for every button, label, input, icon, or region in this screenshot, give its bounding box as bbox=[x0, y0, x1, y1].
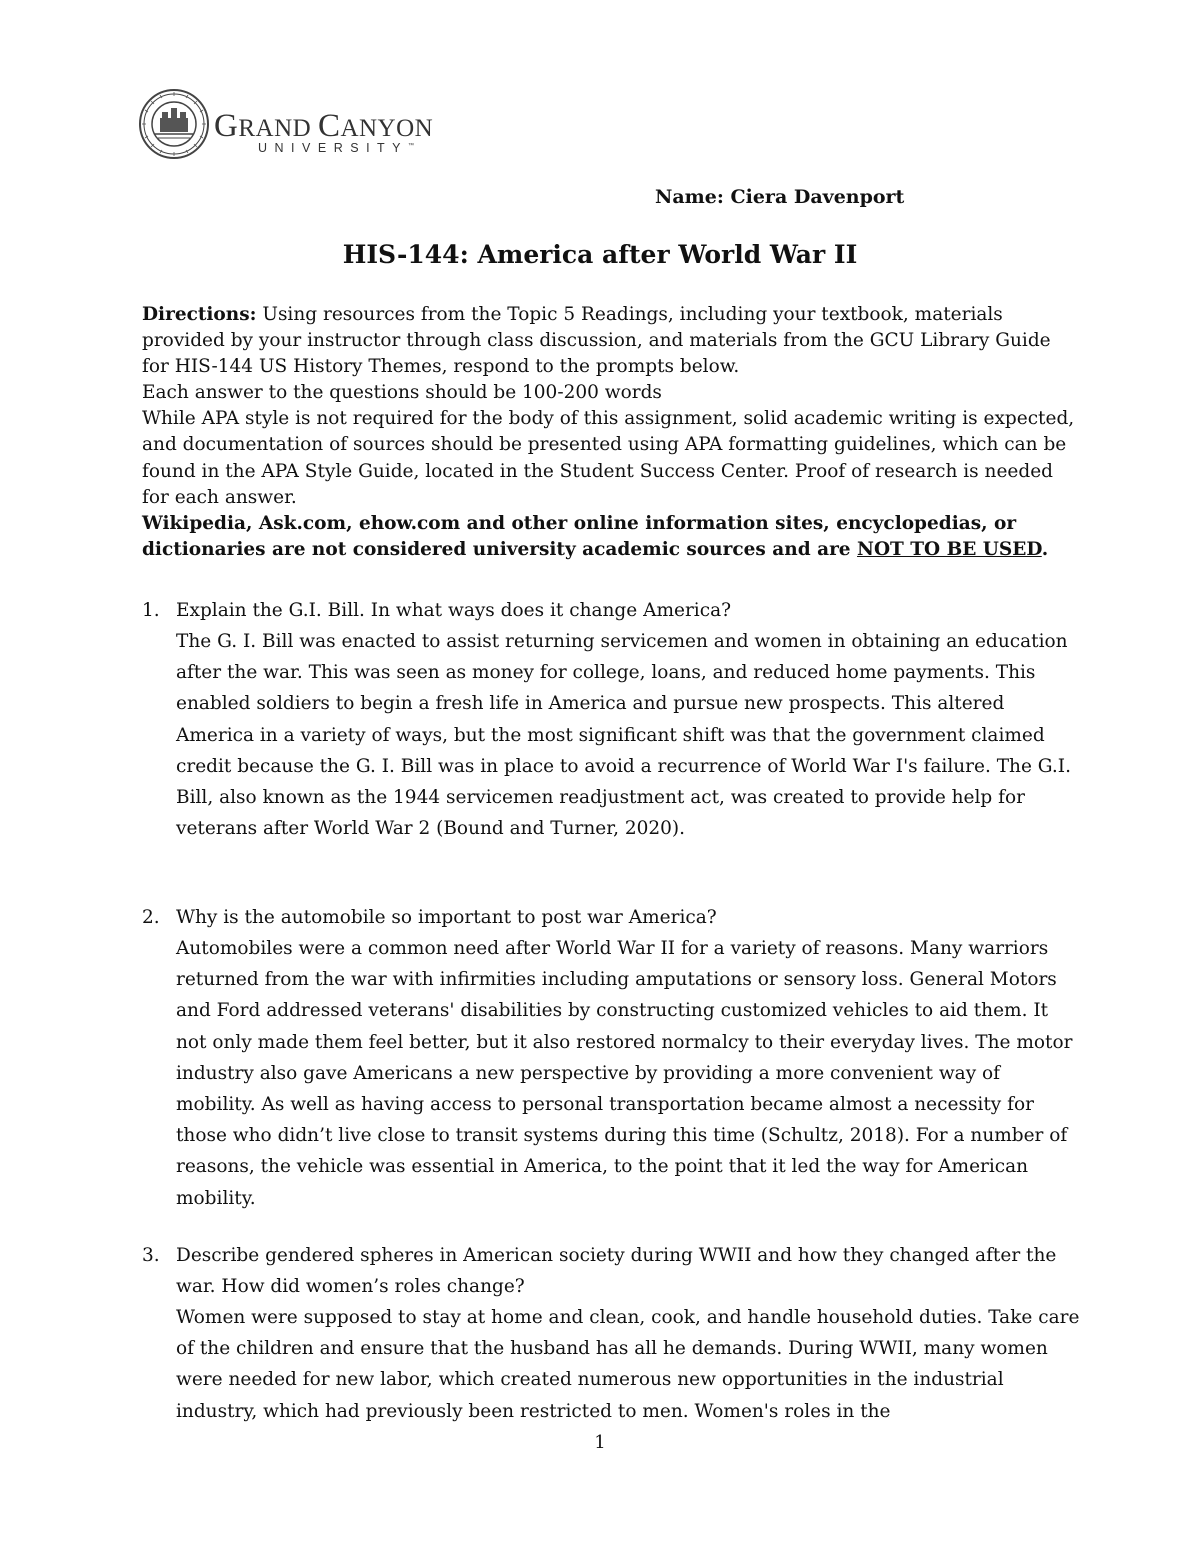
question-prompt: Explain the G.I. Bill. In what ways does it change America? bbox=[176, 600, 732, 621]
question-number: 3. bbox=[142, 1245, 160, 1266]
question-prompt-row bbox=[142, 1240, 1082, 1302]
trademark-symbol: ™ bbox=[408, 142, 415, 149]
logo-letters: ANYON bbox=[340, 115, 434, 142]
logo-wordmark bbox=[214, 110, 433, 143]
directions-paragraph bbox=[142, 302, 1082, 380]
word-count-note: Each answer to the questions should be 100-200 words bbox=[142, 382, 662, 404]
question-number: 1. bbox=[142, 600, 160, 621]
question-prompt-row bbox=[142, 902, 1082, 933]
logo-subtitle bbox=[258, 142, 414, 155]
answer-text: Women were supposed to stay at home and clean, cook, and handle household duties. Take care of the children and ensure that the husband has all he demands. During WWII, many women were needed for new labor, which created numerous new opportunities in the industrial industry, which had previously been restricted to men. Women's roles in the bbox=[176, 1307, 1080, 1422]
warning-text: Wikipedia, Ask.com, ehow.com and other online information sites, encyclopedias, or dictionaries are not considered university academic sources and are bbox=[142, 512, 1017, 560]
question-prompt-row bbox=[142, 595, 1082, 626]
logo-university-text: UNIVERSITY bbox=[258, 141, 409, 155]
answer-text: The G. I. Bill was enacted to assist returning servicemen and women in obtaining an education after the war. This was seen as money for college, loans, and reduced home payments. This enabled soldiers to begin a fresh life in America and pursue new prospects. This altered America in a variety of ways, but the most significant shift was that the government claimed credit because the G. I. Bill was in place to avoid a recurrence of World War I's failure. The G.I. Bill, also known as the 1944 servicemen readjustment act, was created to provide help for veterans after World War 2 (Bound and Turner, 2020). bbox=[176, 631, 1071, 840]
apa-note: While APA style is not required for the body of this assignment, solid academic writing is expected, and documentation of sources should be presented using APA formatting guidelines, which can be found in the APA Style Guide, located in the Student Success Center. Proof of research is needed for each answer. bbox=[142, 408, 1075, 508]
university-logo bbox=[138, 88, 458, 168]
student-name: Name: Ciera Davenport bbox=[655, 186, 905, 208]
question-item bbox=[142, 595, 1082, 844]
directions-text: Using resources from the Topic 5 Readings, including your textbook, materials provided by your instructor through class discussion, and materials from the GCU Library Guide for HIS-144 US History Themes, respond to the prompts below. bbox=[142, 304, 1051, 378]
question-prompt: Describe gendered spheres in American society during WWII and how they changed after the war. How did women’s roles change? bbox=[176, 1245, 1057, 1297]
logo-letter: G bbox=[214, 108, 239, 144]
logo-letters: RAND bbox=[238, 115, 318, 142]
directions-label: Directions: bbox=[142, 304, 257, 325]
question-number: 2. bbox=[142, 907, 160, 928]
question-item bbox=[142, 902, 1082, 1214]
question-prompt: Why is the automobile so important to post war America? bbox=[176, 907, 717, 928]
sources-warning bbox=[142, 511, 1082, 563]
directions-block bbox=[142, 302, 1082, 563]
logo-letter: C bbox=[317, 108, 341, 144]
warning-emphasis: NOT TO BE USED bbox=[857, 538, 1042, 560]
question-item bbox=[142, 1240, 1082, 1427]
page-number: 1 bbox=[594, 1432, 606, 1453]
page-title: HIS-144: America after World War II bbox=[342, 240, 858, 269]
answer-text: Automobiles were a common need after World War II for a variety of reasons. Many warriors returned from the war with infirmities including amputations or sensory loss. General Motors and Ford addressed veterans' disabilities by constructing customized vehicles to aid them. It not only made them feel better, but it also restored normalcy to their everyday lives. The motor industry also gave Americans a new perspective by providing a more convenient way of mobility. As well as having access to personal transportation became almost a necessity for those who didn’t live close to transit systems during this time (Schultz, 2018). For a number of reasons, the vehicle was essential in America, to the point that it led the way for American mobility. bbox=[176, 938, 1073, 1209]
university-seal-icon bbox=[138, 88, 210, 160]
warning-period: . bbox=[1041, 538, 1049, 560]
